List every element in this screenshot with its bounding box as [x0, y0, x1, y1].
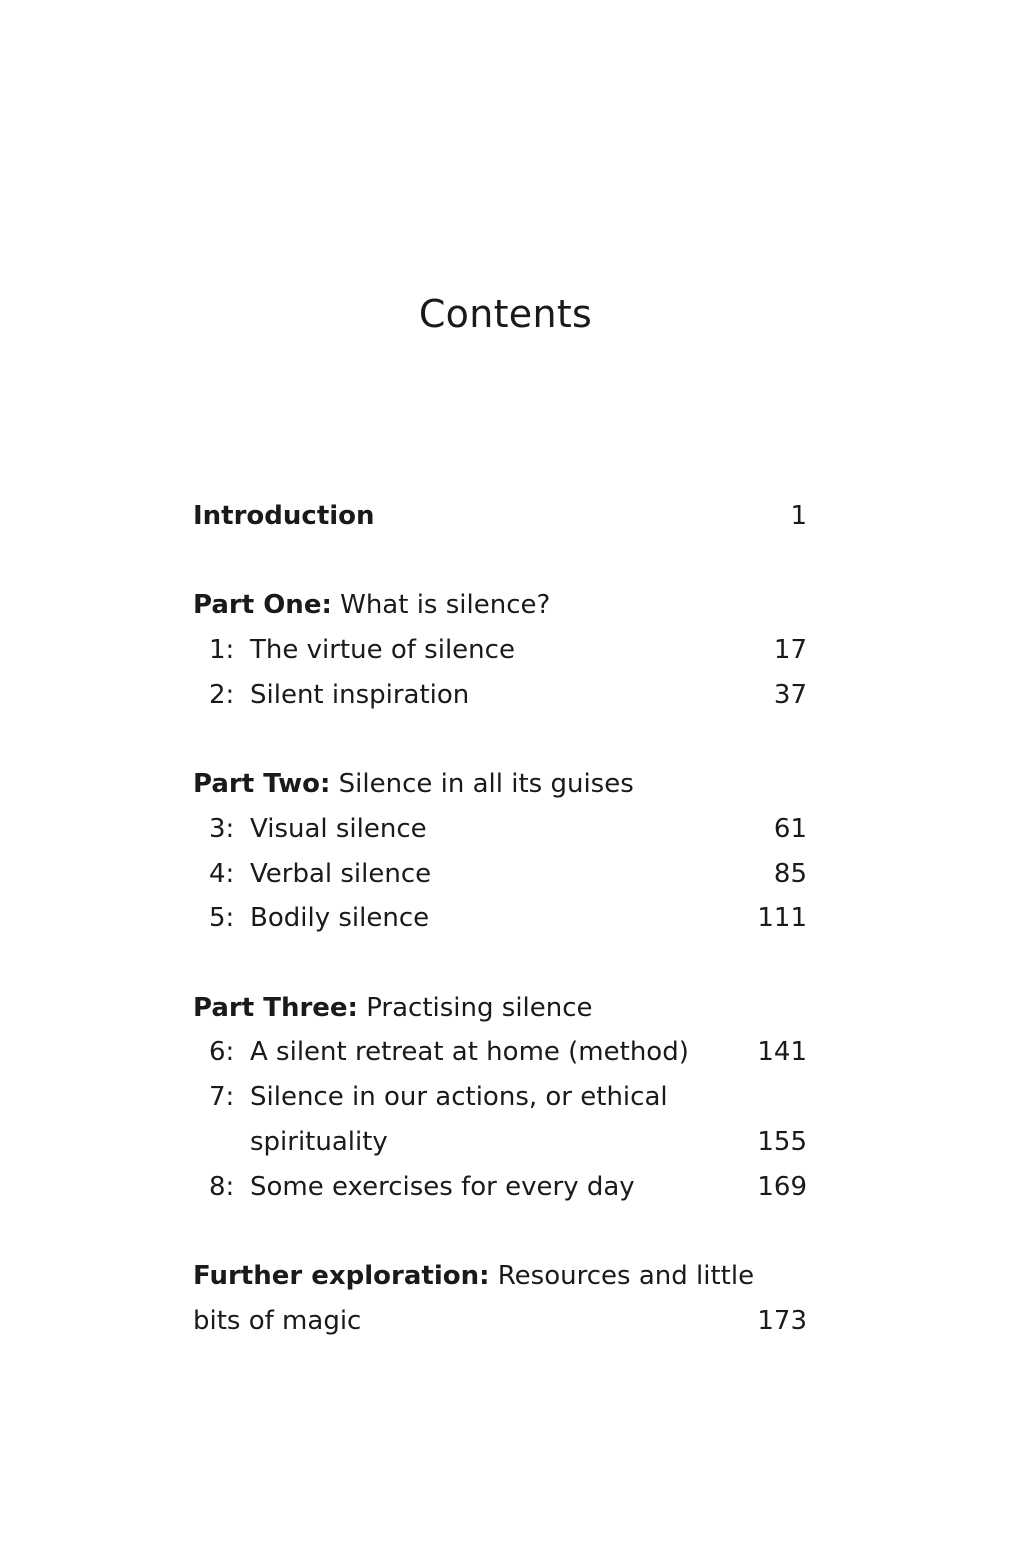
- chapter-number: 4:: [209, 859, 235, 889]
- entry-label: Further exploration:: [193, 1261, 490, 1291]
- part-title: Silence in all its guises: [338, 769, 634, 799]
- toc-chapter-3[interactable]: [193, 807, 807, 851]
- toc-part-two: [193, 762, 807, 806]
- part-label: Part One:: [193, 590, 332, 620]
- chapter-number: 6:: [209, 1037, 235, 1067]
- chapter-number: 5:: [209, 903, 235, 933]
- chapter-title: A silent retreat at home (method): [250, 1037, 689, 1067]
- page-number: 169: [757, 1172, 807, 1202]
- page-number: 141: [757, 1037, 807, 1067]
- chapter-title: Bodily silence: [250, 903, 430, 933]
- part-label: Part Three:: [193, 993, 358, 1023]
- entry-label: Introduction: [193, 501, 375, 531]
- entry-title-line-2: bits of magic: [193, 1306, 362, 1336]
- part-title: Practising silence: [366, 993, 593, 1023]
- page-number: 1: [790, 501, 807, 531]
- page-number: 85: [773, 859, 807, 889]
- toc-entry-further-exploration-continued[interactable]: [193, 1299, 807, 1343]
- chapter-title: Verbal silence: [250, 859, 432, 889]
- page-number: 61: [773, 814, 807, 844]
- chapter-number: 3:: [209, 814, 235, 844]
- toc-chapter-8[interactable]: [193, 1165, 807, 1209]
- toc-part-one: [193, 583, 807, 627]
- chapter-title: Some exercises for every day: [250, 1172, 635, 1202]
- chapter-number: 1:: [209, 635, 235, 665]
- toc-chapter-1[interactable]: [193, 628, 807, 672]
- page-title: Contents: [418, 292, 593, 337]
- toc-chapter-2[interactable]: [193, 673, 807, 717]
- chapter-title-line-1: Silence in our actions, or ethical: [250, 1082, 668, 1112]
- chapter-number: 7:: [209, 1082, 235, 1112]
- page-number: 111: [757, 903, 807, 933]
- toc-chapter-7[interactable]: [193, 1075, 807, 1119]
- chapter-title: Visual silence: [250, 814, 427, 844]
- chapter-number: 8:: [209, 1172, 235, 1202]
- chapter-title-line-2: spirituality: [250, 1127, 388, 1157]
- page-number: 173: [757, 1306, 807, 1336]
- toc-entry-further-exploration[interactable]: [193, 1254, 807, 1298]
- chapter-title: Silent inspiration: [250, 680, 470, 710]
- part-label: Part Two:: [193, 769, 331, 799]
- toc-entry-introduction[interactable]: [193, 494, 807, 538]
- toc-chapter-6[interactable]: [193, 1030, 807, 1074]
- page-number: 37: [773, 680, 807, 710]
- part-title: What is silence?: [340, 590, 551, 620]
- chapter-number: 2:: [209, 680, 235, 710]
- toc-chapter-4[interactable]: [193, 852, 807, 896]
- page-number: 17: [773, 635, 807, 665]
- toc-chapter-5[interactable]: [193, 896, 807, 940]
- toc-part-three: [193, 986, 807, 1030]
- toc-chapter-7-continued[interactable]: [193, 1120, 807, 1164]
- page-number: 155: [757, 1127, 807, 1157]
- entry-title-line-1: Resources and little: [497, 1261, 755, 1291]
- chapter-title: The virtue of silence: [250, 635, 515, 665]
